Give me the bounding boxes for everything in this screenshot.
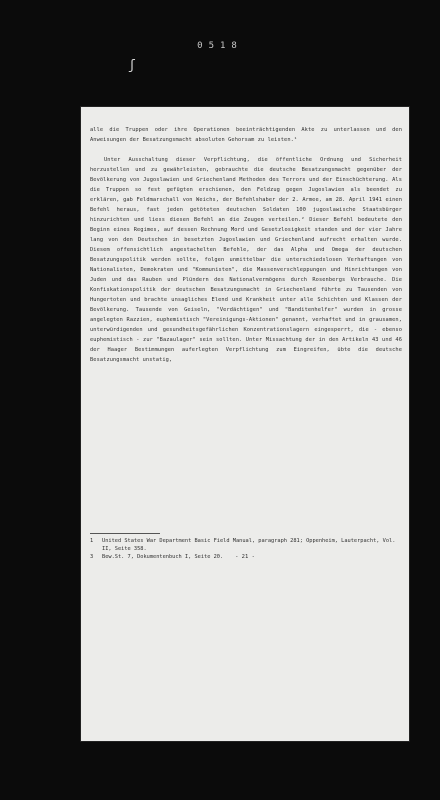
footnote-1 bbox=[90, 537, 402, 553]
film-frame-number: 0518 bbox=[197, 41, 243, 51]
paragraph-2: Unter Ausschaltung dieser Verpflichtung, die öffentliche Ordnung und Sicherheit herzustellen und zu gewährleisten, gebrauchte die deutsche Besatzungsmacht gegenüber der Bevölkerung von Jugoslawien und Griechenland Methoden des Terrors und der Einschüchterung. Als die Truppen so fest gefügten erschienen, den Feldzug gegen Jugoslawien als beendet zu erklären, gab Feldmarschall von Weichs, der Befehlshaber der 2. Armee, am 28. April 1941 einen Befehl heraus, fast jeden getöteten deutschen Soldaten 100 jugoslawische Staatsbürger hinzurichten und liess diesen Befehl an die Zeugen verteilen.² Dieser Befehl bedeutete den Beginn eines Regimes, auf dessen Rechnung Mord und Gesetzlosigkeit standen und der vier Jahre lang von den Deutschen in besetzten Jugoslawien und Griechenland aufrecht erhalten wurde. Diesem offensichtlich angestachelten Befehle, der das Alpha und Omega der deutschen Besatzungspolitik werden sollte, folgen unmittelbar die unterschiedslosen Verhaftungen von Nationalisten, Demokraten und "Kommunisten", die Massenverschleppungen und Hinrichtungen von Juden und das Rauben und Plündern des Nationalvermögens durch Rosenbergs Verbrauche. Die Konfiskationspolitik der deutschen Besatzungsmacht in Griechenland führte zu Tausenden von Hungertoten und brachte unsagliches Elend und Krankheit unter alle Schichten und Klassen der Bevölkerung. Tausende von Geiseln, "Verdächtigen" und "Banditenhelfer" wurden in grosse angelegten Razzien, euphemistisch "Vereinigungs-Aktionen" genannt, verhaftet und in grausamen, unterwürdigenden und gesundheitsgefährlichen Konzentrationslagern eingesperrt, die - ebenso euphemistisch - zur "Bazaulager" sein sollten. Unter Missachtung der in den Artikeln 43 und 46 der Haager Bestimmungen auferlegten Verpflichtung zum Eingreifen, übte die deutsche Besatzungsmacht unstatig, bbox=[90, 157, 402, 363]
handwritten-mark: ʃ bbox=[128, 58, 136, 73]
page-number: - 21 - bbox=[235, 554, 255, 560]
footnote-1-number: 1 bbox=[90, 538, 94, 544]
footnote-2-text: Bew.St. 7, Dokumentenbuch I, Seite 20. bbox=[102, 554, 224, 560]
footnote-1-text: United States War Department Basic Field Manual, paragraph 281; Oppenheim, Lauterpacht, Vol. II, Seite 358. bbox=[102, 538, 396, 552]
body-text bbox=[90, 125, 402, 375]
footnote-rule bbox=[90, 533, 160, 534]
paragraph-1: alle die Truppen oder ihre Operationen beeinträchtigenden Akte zu unterlassen und den Anweisungen der Besatzungsmacht absoluten Gehorsam zu leisten.¹ bbox=[90, 127, 402, 143]
footnote-2-number: 3 bbox=[90, 554, 94, 560]
document-page bbox=[81, 107, 409, 741]
